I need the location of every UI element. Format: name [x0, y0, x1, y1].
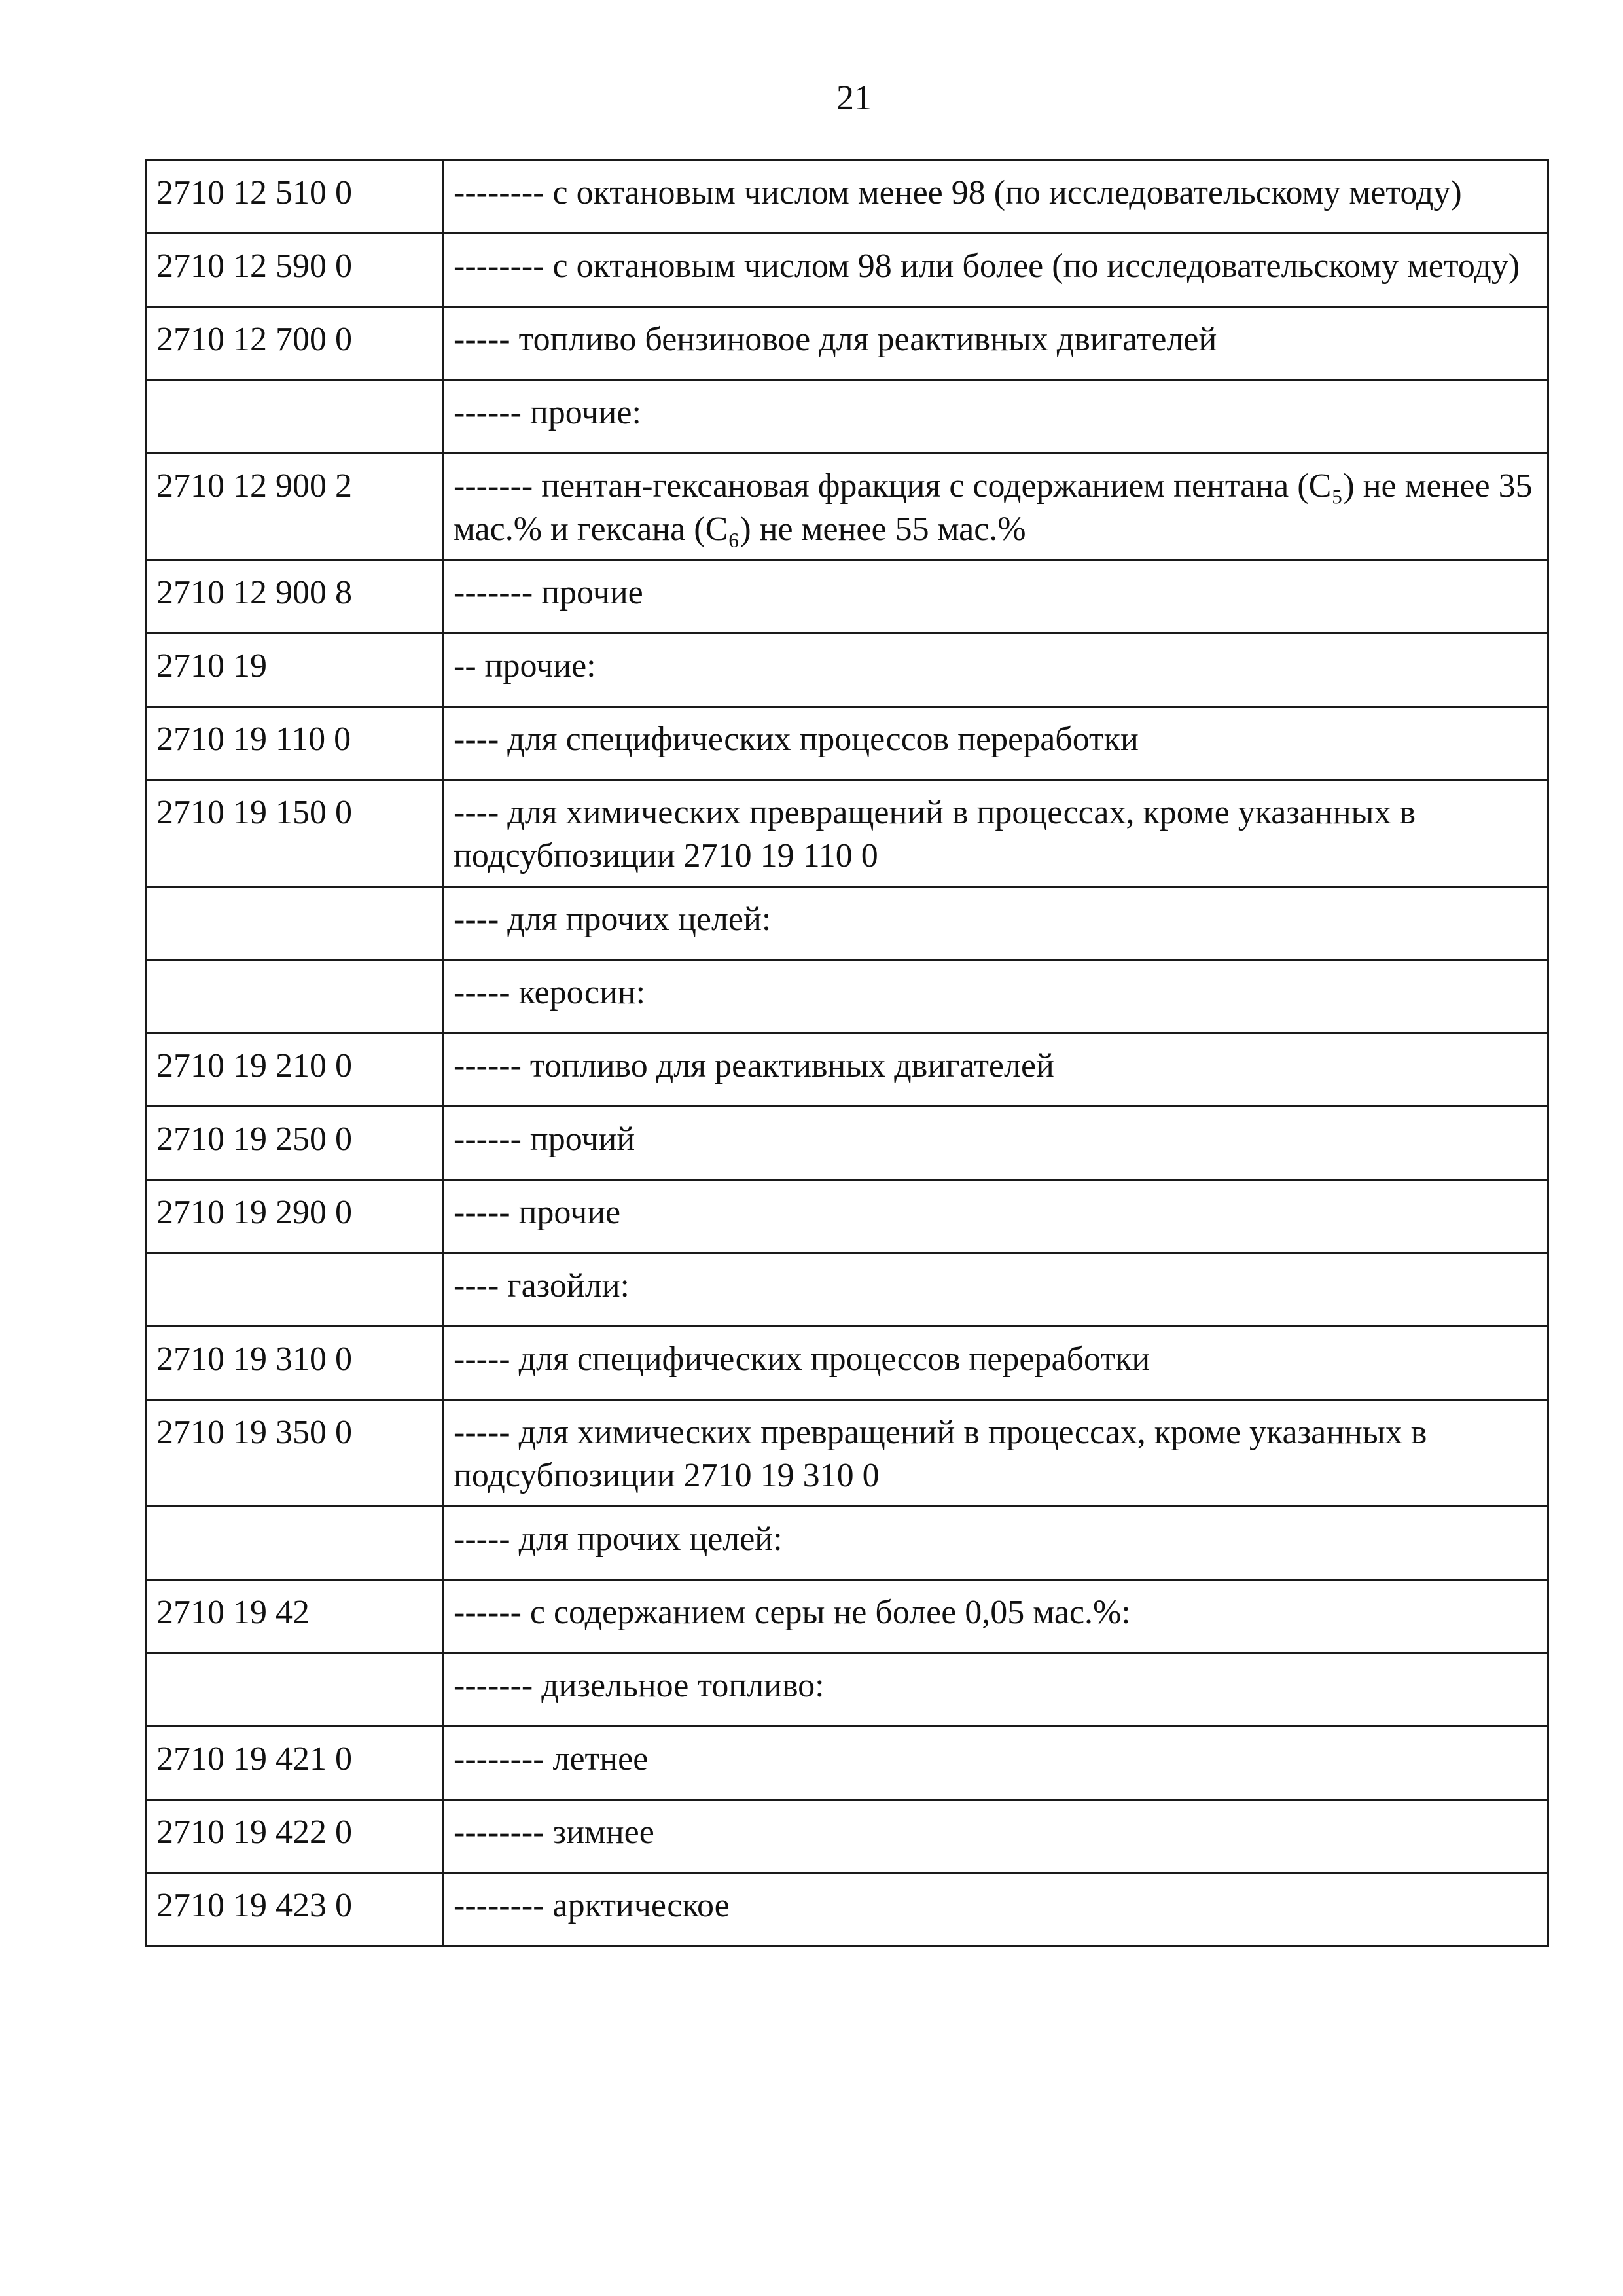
- table-row: [147, 454, 1548, 560]
- table-row: [147, 960, 1548, 1033]
- table-body: [147, 160, 1548, 1946]
- description-cell: ----- для специфических процессов переработки: [444, 1327, 1548, 1400]
- table-row: [147, 1180, 1548, 1253]
- table-row: [147, 1800, 1548, 1873]
- description-cell: -------- зимнее: [444, 1800, 1548, 1873]
- tariff-code-cell: 2710 12 590 0: [147, 234, 444, 307]
- tariff-code-cell: 2710 19 421 0: [147, 1727, 444, 1800]
- tariff-code-cell: [147, 887, 444, 960]
- page-number: 21: [836, 78, 872, 117]
- tariff-code-table: [145, 159, 1549, 1947]
- description-cell: ----- топливо бензиновое для реактивных двигателей: [444, 307, 1548, 380]
- tariff-code-cell: 2710 19 110 0: [147, 707, 444, 780]
- description-cell: -------- летнее: [444, 1727, 1548, 1800]
- description-cell: ---- для специфических процессов переработки: [444, 707, 1548, 780]
- table-row: [147, 1327, 1548, 1400]
- tariff-code-cell: 2710 12 700 0: [147, 307, 444, 380]
- table-row: [147, 887, 1548, 960]
- tariff-code-cell: [147, 380, 444, 454]
- description-cell: -------- арктическое: [444, 1873, 1548, 1946]
- description-cell: ---- для химических превращений в процессах, кроме указанных в подсубпозиции 2710 19 110 0: [444, 780, 1548, 887]
- description-cell: ------- пентан-гексановая фракция с содержанием пентана (C₅) не менее 35 мас.% и гексана (C₆) не менее 55 мас.%: [444, 454, 1548, 560]
- table-row: [147, 234, 1548, 307]
- description-cell: ---- для прочих целей:: [444, 887, 1548, 960]
- table-row: [147, 307, 1548, 380]
- tariff-code-cell: [147, 1253, 444, 1327]
- tariff-code-cell: 2710 19 310 0: [147, 1327, 444, 1400]
- tariff-code-cell: 2710 19 290 0: [147, 1180, 444, 1253]
- table-row: [147, 1107, 1548, 1180]
- table-row: [147, 1033, 1548, 1107]
- description-cell: ------ прочие:: [444, 380, 1548, 454]
- tariff-code-cell: [147, 1653, 444, 1727]
- tariff-code-cell: [147, 1507, 444, 1580]
- description-cell: ------- прочие: [444, 560, 1548, 634]
- tariff-code-cell: 2710 19 150 0: [147, 780, 444, 887]
- table-row: [147, 1253, 1548, 1327]
- table-row: [147, 780, 1548, 887]
- tariff-code-cell: 2710 12 900 8: [147, 560, 444, 634]
- description-cell: -- прочие:: [444, 634, 1548, 707]
- table-row: [147, 1400, 1548, 1507]
- table-row: [147, 160, 1548, 234]
- description-cell: ------ с содержанием серы не более 0,05 мас.%:: [444, 1580, 1548, 1653]
- table-row: [147, 380, 1548, 454]
- description-cell: ------- дизельное топливо:: [444, 1653, 1548, 1727]
- table-row: [147, 707, 1548, 780]
- tariff-code-cell: 2710 19 42: [147, 1580, 444, 1653]
- table-row: [147, 634, 1548, 707]
- description-cell: ----- для химических превращений в процессах, кроме указанных в подсубпозиции 2710 19 310 0: [444, 1400, 1548, 1507]
- description-cell: ------ прочий: [444, 1107, 1548, 1180]
- table-row: [147, 1507, 1548, 1580]
- tariff-code-cell: 2710 19 422 0: [147, 1800, 444, 1873]
- tariff-code-cell: 2710 19 423 0: [147, 1873, 444, 1946]
- table-row: [147, 1873, 1548, 1946]
- tariff-code-cell: 2710 19 250 0: [147, 1107, 444, 1180]
- description-cell: ----- прочие: [444, 1180, 1548, 1253]
- description-cell: -------- с октановым числом 98 или более (по исследовательскому методу): [444, 234, 1548, 307]
- tariff-code-cell: 2710 19: [147, 634, 444, 707]
- table-row: [147, 560, 1548, 634]
- table-row: [147, 1727, 1548, 1800]
- tariff-code-cell: 2710 19 350 0: [147, 1400, 444, 1507]
- table-row: [147, 1653, 1548, 1727]
- tariff-code-cell: 2710 12 510 0: [147, 160, 444, 234]
- description-cell: ------ топливо для реактивных двигателей: [444, 1033, 1548, 1107]
- description-cell: -------- с октановым числом менее 98 (по исследовательскому методу): [444, 160, 1548, 234]
- description-cell: ----- керосин:: [444, 960, 1548, 1033]
- tariff-code-cell: 2710 12 900 2: [147, 454, 444, 560]
- table-row: [147, 1580, 1548, 1653]
- tariff-code-cell: 2710 19 210 0: [147, 1033, 444, 1107]
- description-cell: ---- газойли:: [444, 1253, 1548, 1327]
- description-cell: ----- для прочих целей:: [444, 1507, 1548, 1580]
- tariff-code-cell: [147, 960, 444, 1033]
